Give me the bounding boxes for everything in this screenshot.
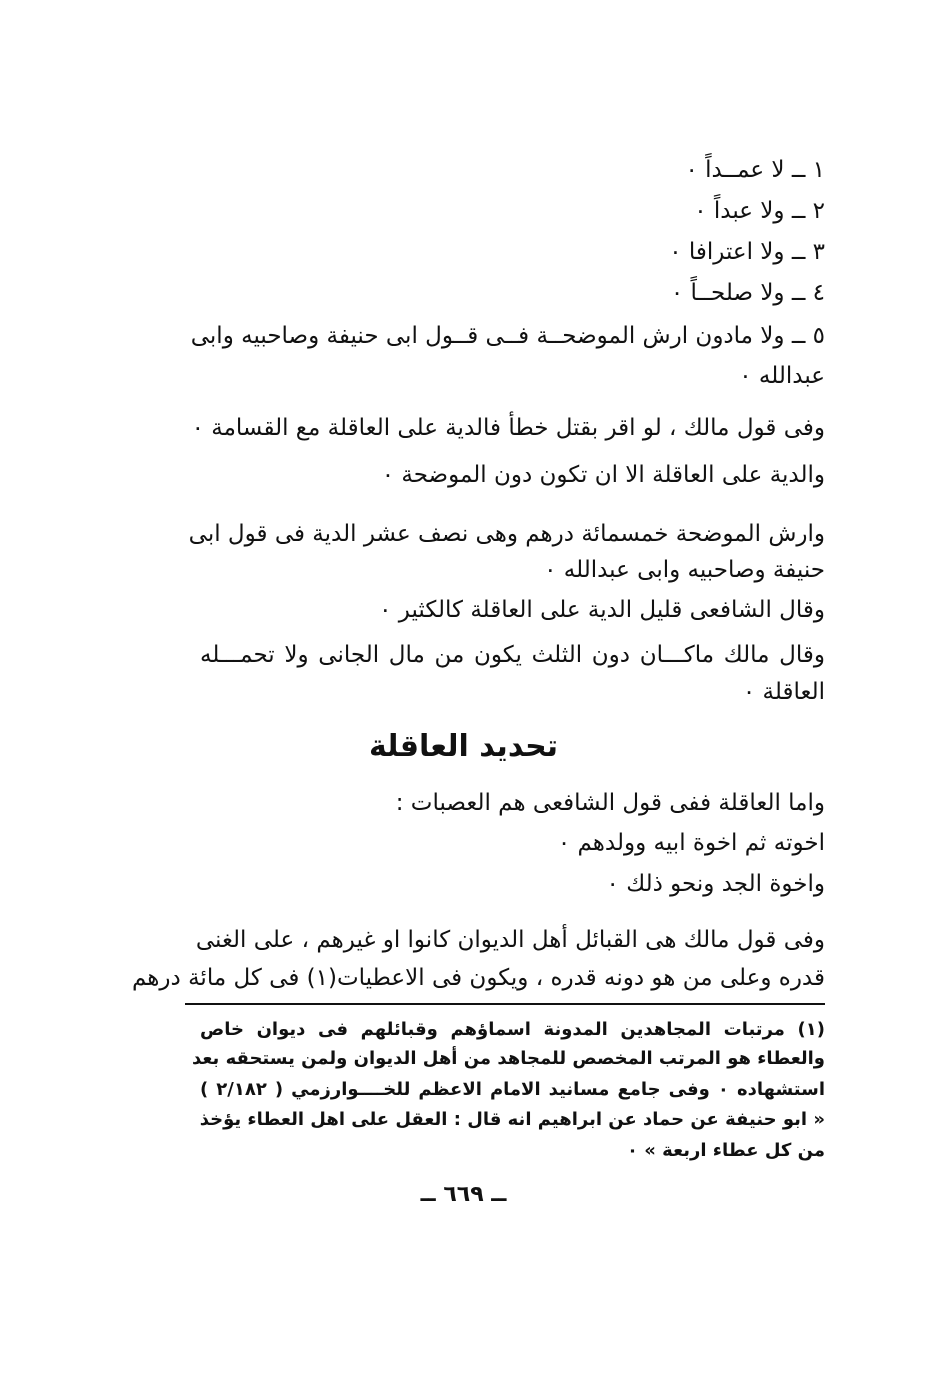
section-line: قدره وعلى من هو دونه قدره ، ويكون فى الاعطيات(١) فى كل مائة درهم (132, 965, 825, 991)
paragraph-line: وقال الشافعى قليل الدية على العاقلة كالكثير ٠ (379, 597, 825, 623)
paragraph-line: حنيفة وصاحبيه وابى عبدالله ٠ (544, 557, 825, 583)
footnote-line: استشهاده ٠ وفى جامع مسانيد الامام الاعظم للخــــوارزمي ( ٢/١٨٢ ) (200, 1079, 825, 1100)
list-item: ١ ــ لا عمــداً ٠ (685, 157, 825, 183)
section-line: وفى قول مالك هى القبائل أهل الديوان كانوا او غيرهم ، على الغنى (195, 927, 825, 953)
list-item: ٣ ــ ولا اعترافا ٠ (669, 239, 825, 265)
list-item: ٤ ــ ولا صلحــاً ٠ (670, 280, 825, 306)
footnote-line: « ابو حنيفة عن حماد عن ابراهيم انه قال : العقل على اهل العطاء يؤخذ (199, 1109, 825, 1130)
list-item-continuation: عبدالله ٠ (739, 363, 825, 389)
footnote-line: من كل عطاء اربعة » ٠ (627, 1140, 825, 1161)
section-heading: تحديد العاقلة (368, 729, 559, 764)
section-line: واما العاقلة ففى قول الشافعى هم العصبات : (395, 790, 825, 816)
footnote-line: والعطاء هو المرتب المخصص للمجاهد من أهل الديوان ولمن يستحقه بعد (191, 1048, 825, 1069)
paragraph-line: وفى قول مالك ، لو اقر بقتل خطأ فالدية على العاقلة مع القسامة ٠ (191, 415, 825, 441)
section-line: اخوته ثم اخوة ابيه وولدهم ٠ (557, 830, 825, 856)
section-line: واخوة الجد ونحو ذلك ٠ (606, 871, 825, 897)
paragraph-line: والدية على العاقلة الا ان تكون دون الموضحة ٠ (381, 462, 825, 488)
paragraph-line: وارش الموضحة خمسمائة درهم وهى نصف عشر الدية فى قول ابى (188, 521, 825, 547)
list-item: ٥ ــ ولا مادون ارش الموضحــة فــى قــول ابى حنيفة وصاحبيه وابى (190, 323, 825, 349)
paragraph-line: وقال مالك ماكـــان دون الثلث يكون من مال الجانى ولا تحمـــله (200, 642, 825, 668)
footnote-line: (١) مرتبات المجاهدين المدونة اسماؤهم وقبائلهم فى ديوان خاص (200, 1019, 825, 1040)
paragraph-line: العاقلة ٠ (742, 679, 825, 705)
page-number: ــ ٦٦٩ ــ (420, 1182, 507, 1207)
footnote-separator (185, 1003, 825, 1005)
list-item: ٢ ــ ولا عبداً ٠ (694, 198, 825, 224)
